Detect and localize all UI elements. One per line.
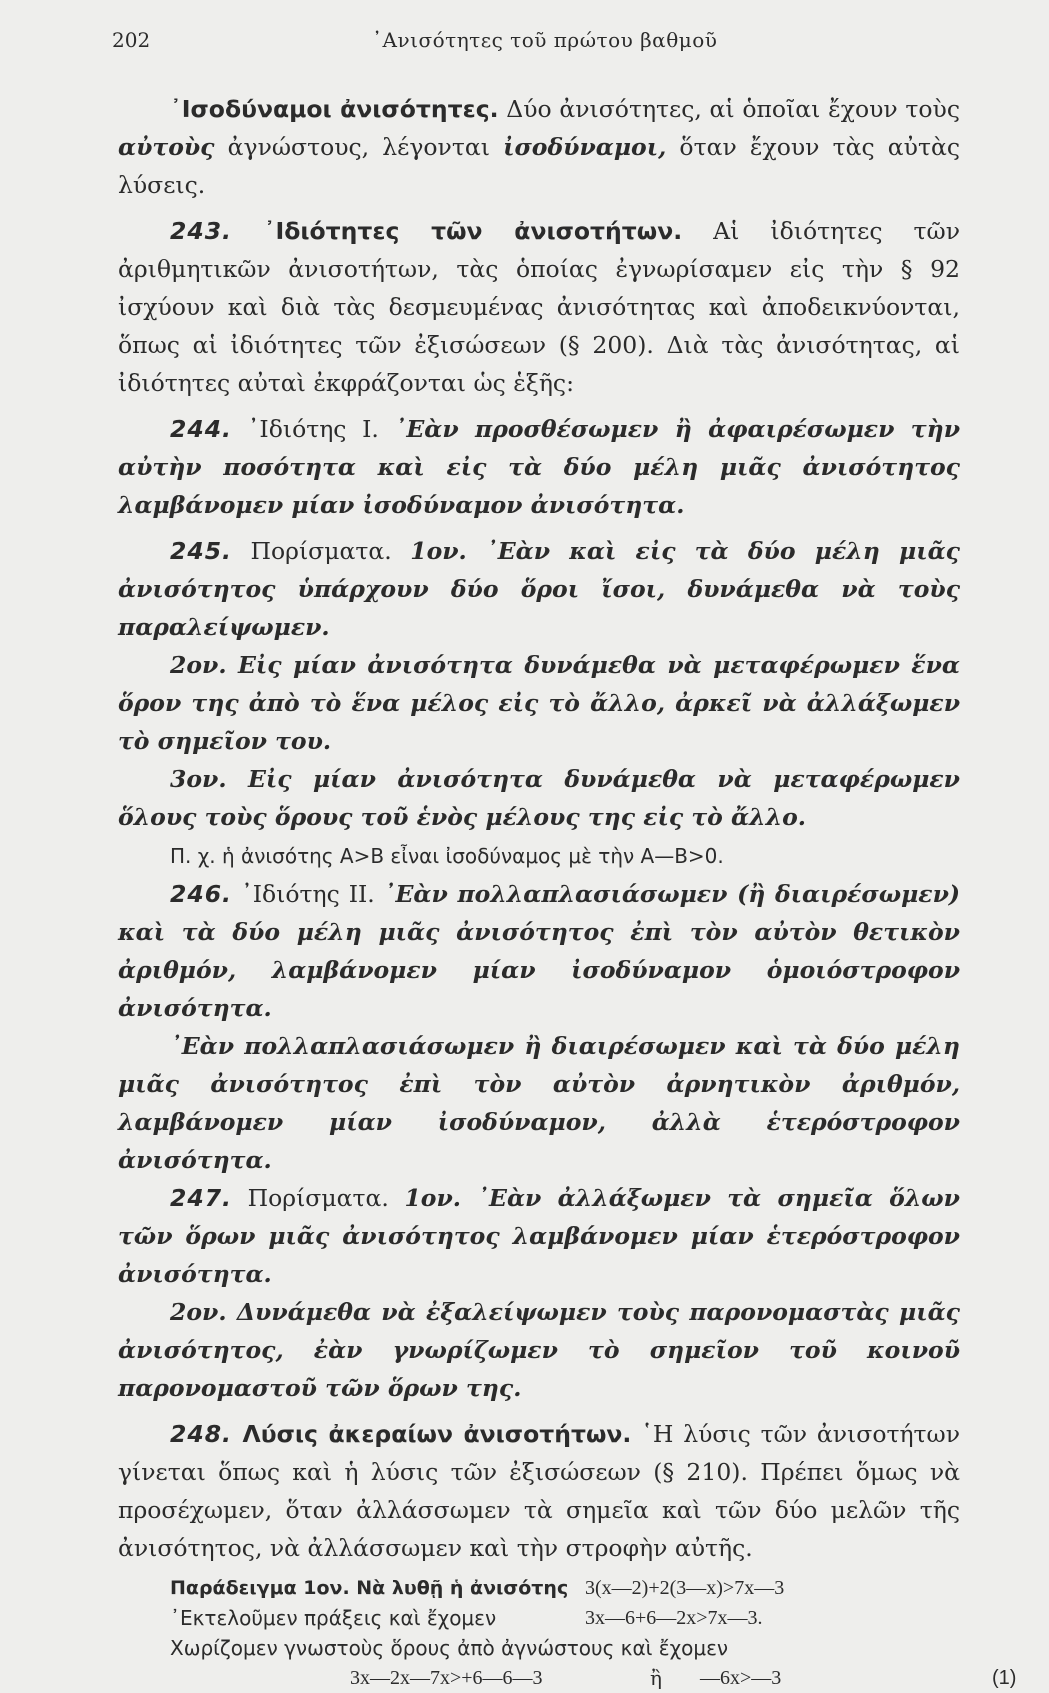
corollaries-label: Πορίσματα.: [231, 1184, 405, 1212]
corollary-text: Δυνάμεθα νὰ ἐξαλείψωμεν τοὺς παρονομαστὰς μιᾶς ἀνισότητος, ἐὰν γνωρίζωμεν τὸ σημεῖον τοῦ κοινοῦ παρονομαστοῦ τῶν ὅρων της.: [118, 1298, 960, 1402]
section-246: [118, 875, 960, 1027]
corollary-label: 2ον.: [170, 651, 238, 679]
section-247: [118, 1179, 960, 1293]
page-header: [0, 28, 1049, 58]
example-step: ᾿Εκτελοῦμεν πράξεις καὶ ἔχομεν: [170, 1606, 497, 1630]
section-text: ῾Η λύσις τῶν ἀνισοτήτων γίνεται ὅπως καὶ ἡ λύσις τῶν ἐξισώσεων (§ 210). Πρέπει ὅμως νὰ προσέχωμεν, ὅταν ἀλλάσσωμεν τὰ σημεῖα καὶ τῶν δύο μελῶν τῆς ἀνισότητος, νὰ ἀλλάσσωμεν καὶ τὴν στροφὴν αὐτῆς.: [118, 1420, 960, 1562]
emphasis: ἰσοδύναμοι,: [503, 133, 667, 161]
math-expression: 3x—2x—7x>+6—6—3: [350, 1667, 543, 1689]
section-245: [118, 532, 960, 646]
corollary-label: 2ον.: [170, 1298, 237, 1326]
example-row: [170, 1633, 960, 1663]
example-text: Π. χ. ἡ ἀνισότης A>B εἶναι ἰσοδύναμος μὲ τὴν A—B>0.: [170, 844, 724, 868]
page-body: [118, 90, 1017, 1693]
corollary-text: Εἰς μίαν ἀνισότητα δυνάμεθα νὰ μεταφέρωμεν ὅλους τοὺς ὅρους τοῦ ἑνὸς μέλους της εἰς τὸ ἄλλο.: [118, 765, 960, 831]
corollary-label: 1ον.: [410, 537, 486, 565]
math-expression: 3x—6+6—2x>7x—3.: [585, 1607, 763, 1629]
example-line: [118, 836, 960, 875]
corollary-text: ᾿Εὰν καὶ εἰς τὰ δύο μέλη μιᾶς ἀνισότητος ὑπάρχουν δύο ὅροι ἴσοι, δυνάμεθα νὰ τοὺς παραλείψωμεν.: [118, 537, 960, 641]
section-number: 245.: [170, 537, 232, 565]
text: ὅταν ἔχουν τὰς αὐτὰς λύσεις.: [118, 133, 960, 199]
example-title: Παράδειγμα 1ον. Νὰ λυθῇ ἡ ἀνισότης: [170, 1577, 569, 1599]
corollary-3: [118, 760, 960, 836]
section-243: [118, 212, 960, 402]
worked-example: [170, 1573, 1017, 1693]
corollary-text: Εἰς μίαν ἀνισότητα δυνάμεθα νὰ μεταφέρωμεν ἕνα ὅρον της ἀπὸ τὸ ἕνα μέλος εἰς τὸ ἄλλο, ἀρκεῖ νὰ ἀλλάξωμεν τὸ σημεῖον του.: [118, 651, 960, 755]
example-step: Χωρίζομεν γνωστοὺς ὅρους ἀπὸ ἀγνώστους καὶ ἔχομεν: [170, 1636, 729, 1660]
text: Δύο ἀνισότητες, αἱ ὁποῖαι ἔχουν τοὺς: [498, 95, 960, 123]
corollary-label: 3ον.: [170, 765, 248, 793]
math-expression: 3(x—2)+2(3—x)>7x—3: [585, 1577, 785, 1599]
math-expression: —6x>—3: [700, 1667, 782, 1689]
property-statement: ᾿Εὰν προσθέσωμεν ἢ ἀφαιρέσωμεν τὴν αὐτὴν ποσότητα καὶ εἰς τὰ δύο μέλη μιᾶς ἀνισότητος λαμβάνομεν μίαν ἰσοδύναμον ἀνισότητα.: [118, 415, 960, 519]
property-label: ᾿Ιδιότης I.: [231, 415, 395, 443]
corollary-2: [118, 1293, 960, 1407]
conjunction: ἢ: [650, 1666, 662, 1690]
corollary-2: [118, 646, 960, 760]
section-number: 247.: [170, 1184, 232, 1212]
text: ἀγνώστους, λέγονται: [214, 133, 504, 161]
corollary-label: 1ον.: [404, 1184, 478, 1212]
property-statement: ᾿Εὰν πολλαπλασιάσωμεν ἢ διαιρέσωμεν καὶ τὰ δύο μέλη μιᾶς ἀνισότητος ἐπὶ τὸν αὐτὸν ἀρνητικὸν ἀριθμόν, λαμβάνομεν μίαν ἰσοδύναμον, ἀλλὰ ἑτερόστροφον ἀνισότητα.: [118, 1032, 960, 1174]
section-248: [118, 1415, 960, 1567]
running-title: ᾿Ανισότητες τοῦ πρώτου βαθμοῦ: [372, 28, 718, 52]
section-246-cont: [118, 1027, 960, 1179]
section-number: 243.: [170, 217, 232, 245]
corollaries-label: Πορίσματα.: [231, 537, 411, 565]
corollary-text: ᾿Εὰν ἀλλάξωμεν τὰ σημεῖα ὅλων τῶν ὅρων μιᾶς ἀνισότητος λαμβάνομεν μίαν ἑτερόστροφον ἀνισότητα.: [118, 1184, 960, 1288]
section-244: [118, 410, 960, 524]
section-number: 244.: [170, 415, 232, 443]
emphasis: αὐτοὺς: [118, 133, 215, 161]
property-label: ᾿Ιδιότης II.: [231, 880, 384, 908]
equation-number: (1): [992, 1667, 1017, 1689]
section-heading: ᾿Ιδιότητες τῶν ἀνισοτήτων.: [231, 217, 683, 245]
property-statement: ᾿Εὰν πολλαπλασιάσωμεν (ἢ διαιρέσωμεν) καὶ τὰ δύο μέλη μιᾶς ἀνισότητος ἐπὶ τὸν αὐτὸν θετικὸν ἀριθμόν, λαμβάνομεν μίαν ἰσοδύναμον ὁμοιόστροφον ἀνισότητα.: [118, 880, 960, 1022]
section-heading: ᾿Ισοδύναμοι ἀνισότητες.: [170, 95, 499, 123]
example-row: [170, 1603, 960, 1633]
page-number: 202: [112, 28, 151, 52]
example-row: [170, 1573, 960, 1603]
section-heading: Λύσις ἀκεραίων ἀνισοτήτων.: [231, 1420, 632, 1448]
section-text: Αἱ ἰδιότητες τῶν ἀριθμητικῶν ἀνισοτήτων, τὰς ὁποίας ἐγνωρίσαμεν εἰς τὴν § 92 ἰσχύουν καὶ διὰ τὰς δεσμευμένας ἀνισότητας καὶ ἀποδεικνύονται, ὅπως αἱ ἰδιότητες τῶν ἐξισώσεων (§ 200). Διὰ τὰς ἀνισότητας, αἱ ἰδιότητες αὐταὶ ἐκφράζονται ὡς ἑξῆς:: [118, 217, 960, 397]
section-number: 248.: [170, 1420, 232, 1448]
example-row: [170, 1663, 1017, 1693]
section-number: 246.: [170, 880, 232, 908]
paragraph-equivalent-inequalities: [118, 90, 960, 204]
